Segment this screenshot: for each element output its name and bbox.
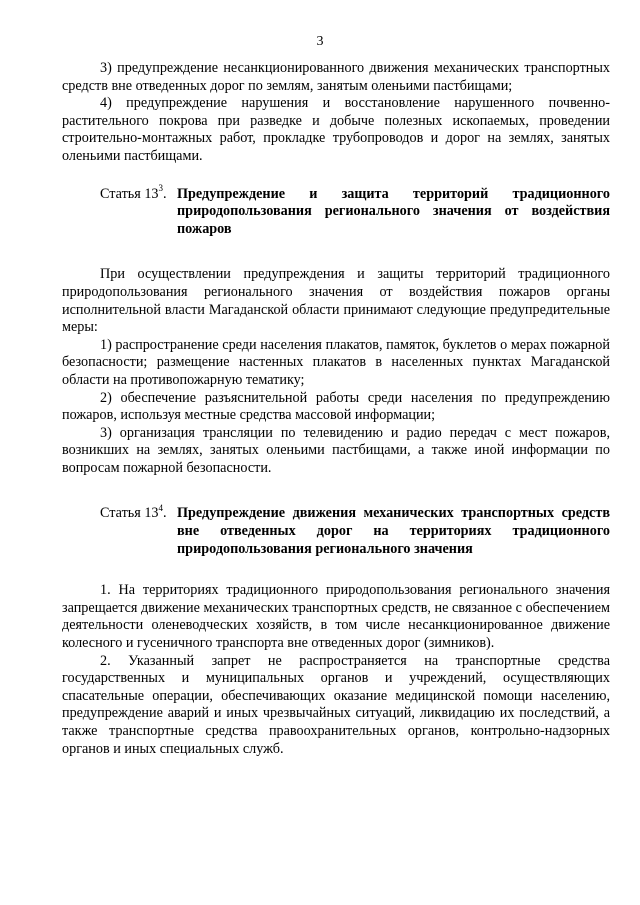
article-label: Статья $13^3$. bbox=[100, 182, 167, 202]
article-13-3-heading bbox=[100, 182, 610, 239]
article-13-3-intro: При осуществлении предупреждения и защиты территорий традиционного природопользования регионального значения от воздействия пожаров органы исполнительной власти Магаданской области принимают следующие предупредительные меры: bbox=[62, 266, 610, 336]
article-13-3-item-1: 1) распространение среди населения плакатов, памяток, буклетов о мерах пожарной безопасности; размещение настенных плакатов в населенных пунктах Магаданской области на противопожарную тематику; bbox=[62, 336, 610, 388]
article-13-4-point-2: 2. Указанный запрет не распространяется на транспортные средства государственных и муниципальных органов и учреждений, осуществляющих спасательные операции, обеспечивающих оказание медицинской помощи населению, предупреждение аварий и иных чрезвычайных ситуаций, ликвидацию их последствий, а также транспортные средства правоохранительных органов, контрольно-надзорных органов и иных специальных служб. bbox=[62, 652, 610, 757]
article-title: Предупреждение и защита территорий традиционного природопользования регионального значения от воздействия пожаров bbox=[177, 185, 610, 237]
article-label: Статья $13^4$. bbox=[100, 502, 167, 522]
article-title: Предупреждение движения механических транспортных средств вне отведенных дорог на территориях традиционного природопользования регионального значения bbox=[177, 505, 610, 557]
article-13-3-item-2: 2) обеспечение разъяснительной работы среди населения по предупреждению пожаров, используя местные средства массовой информации; bbox=[62, 389, 610, 424]
document-body bbox=[62, 60, 610, 758]
list-item-4: 4) предупреждение нарушения и восстановление нарушенного почвенно-растительного покрова при разведке и добыче полезных ископаемых, проведении строительно-монтажных работ, прокладке трубопроводов и дорог на землях, занятых оленьими пастбищами. bbox=[62, 95, 610, 164]
article-13-4-heading bbox=[100, 502, 610, 558]
page-number: 3 bbox=[316, 34, 324, 49]
article-13-4-point-1: 1. На территориях традиционного природопользования регионального значения запрещается движение механических транспортных средств, не связанное с обеспечением деятельности оленеводческих хозяйств, в том числе несанкционированное движение колесного и гусеничного транспорта вне отведенных дорог (зимников). bbox=[62, 582, 610, 652]
list-item-3: 3) предупреждение несанкционированного движения механических транспортных средств вне отведенных дорог по землям, занятым оленьими пастбищами; bbox=[62, 60, 610, 94]
article-superscript: 3 bbox=[158, 182, 164, 193]
article-superscript: 4 bbox=[158, 502, 164, 513]
article-13-3-item-3: 3) организация трансляции по телевидению и радио передач с мест пожаров, возникших на землях, занятых оленьими пастбищами, а также иной информации по вопросам пожарной безопасности. bbox=[62, 424, 610, 476]
